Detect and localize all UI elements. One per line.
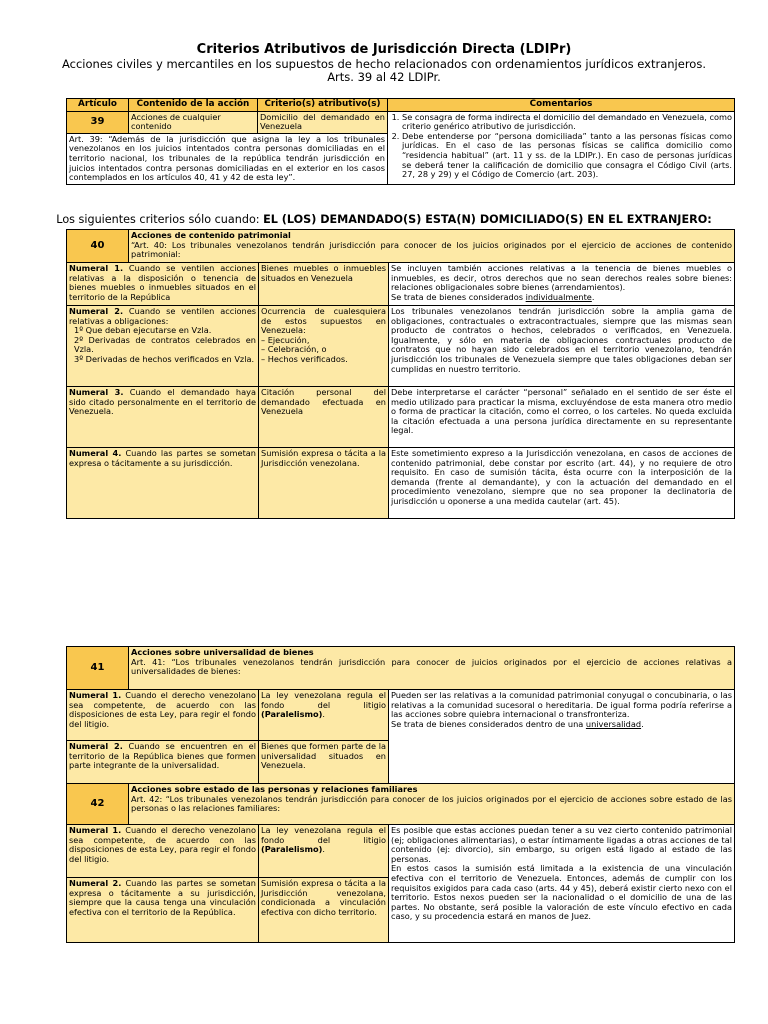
comment-text: Pueden ser las relativas a la comunidad patrimonial conyugal o concubinaria, o las relativas a la comunidad sucesoral o hereditaria. De igual forma podría referirse a las acciones sobre quiebra internacional o transfronteriza. bbox=[391, 690, 732, 720]
numeral-text: Cuando las partes se sometan expresa o tácitamente a su jurisdicción, siempre que la causa tenga una vinculación efectiva con el territorio de la República. bbox=[69, 878, 256, 917]
numeral-2-item: 2º Derivadas de contratos celebrados en Vzla. bbox=[74, 334, 256, 355]
col-header-articulo: Artículo bbox=[67, 99, 129, 112]
article-39-text: Art. 39: “Además de la jurisdicción que asigna la ley a los tribunales venezolanos en los juicios intentados contra personas domiciliadas en el territorio nacional, los tribunales de la república tendrán jurisdicción en juicios intentados contra personas domiciliadas en el exterior en los casos contemplados en los artículos 40, 41 y 42 de esta ley”. bbox=[67, 133, 388, 184]
comentario-cell: Los tribunales venezolanos tendrán jurisdicción sobre la amplia gama de obligaciones, contractuales o extracontractuales, siempre que las mismas sean producto de contratos o hechos, celebrados o verificados, en Venezuela. Igualmente, y sólo en materia de obligaciones contractuales producto de contratos que no hayan sido celebrados en el territorio venezolano, tendrán jurisdicción los tribunales de Venezuela siempre que tales obligaciones deban ser cumplidas en nuestro territorio. bbox=[389, 306, 735, 387]
document-subtitle: Acciones civiles y mercantiles en los supuestos de hecho relacionados con ordenamientos jurídicos extranjeros. bbox=[62, 57, 706, 71]
numeral-label: Numeral 1. bbox=[69, 263, 124, 273]
numeral-2-cell bbox=[67, 878, 259, 943]
comment-item: 1. Se consagra de forma indirecta el domicilio del demandado en Venezuela, como criterio genérico atributivo de jurisdicción. bbox=[402, 113, 732, 132]
strip-bold: EL (LOS) DEMANDADO(S) ESTA(N) DOMICILIADO(S) EN EL EXTRANJERO: bbox=[263, 213, 712, 226]
comment-item: 2. Debe entenderse por “persona domiciliada” tanto a las personas físicas como jurídicas. En el caso de las personas físicas se califica domicilio como “residencia habitual” (art. 11 y ss. de la LDIPr.). En caso de personas jurídicas se deberá tener la calificación de domicilio que consagra el Código Civil (arts. 27, 28 y 29) y el Código de Comercio (art. 203). bbox=[402, 132, 732, 180]
col-header-contenido: Contenido de la acción bbox=[129, 99, 258, 112]
criterio-item: – Ejecución, bbox=[261, 334, 310, 345]
table-art-39 bbox=[66, 98, 735, 185]
numeral-2-cell bbox=[67, 741, 259, 784]
criterio-item: – Hechos verificados. bbox=[261, 353, 348, 364]
numeral-2-item: 1º Que deban ejecutarse en Vzla. bbox=[74, 325, 212, 336]
numeral-text: Cuando el demandado haya sido citado personalmente en el territorio de Venezuela. bbox=[69, 387, 257, 417]
comentario-cell bbox=[389, 825, 735, 943]
numeral-text: Cuando se ventilen acciones relativas a la disposición o tenencia de bienes muebles o inmuebles situados en el territorio de la República bbox=[69, 263, 256, 302]
criterio-cell: Domicilio del demandado en Venezuela bbox=[258, 111, 388, 133]
comentario-cell bbox=[389, 263, 735, 306]
numeral-1-cell bbox=[67, 690, 259, 741]
numeral-text: Cuando el derecho venezolano sea competente, de acuerdo con las disposiciones de esta Ley, para regir el fondo del litigio. bbox=[69, 690, 256, 729]
article-number-40: 40 bbox=[67, 230, 129, 263]
criterio-cell: Bienes que formen parte de la universalidad situados en Venezuela. bbox=[259, 741, 389, 784]
article-number-41: 41 bbox=[67, 647, 129, 690]
article-number-42: 42 bbox=[67, 784, 129, 825]
numeral-2-item: 3º Derivadas de hechos verificados en Vzla. bbox=[74, 353, 255, 364]
numeral-1-cell bbox=[67, 825, 259, 878]
criterio-cell: Sumisión expresa o tácita a la Jurisdicción venezolana. bbox=[259, 448, 389, 519]
comment-text: Se incluyen también acciones relativas a la tenencia de bienes muebles o inmuebles, es decir, otros derechos que no sean derechos reales sobre bienes: relaciones obligacionales sobre bienes (arrendamientos). bbox=[391, 263, 733, 293]
section-42-header bbox=[129, 784, 735, 825]
numeral-label: Numeral 2. bbox=[69, 306, 124, 316]
document-articles-range: Arts. 39 al 42 LDIPr. bbox=[327, 70, 441, 84]
comentario-cell bbox=[389, 690, 735, 784]
numeral-3-cell bbox=[67, 387, 259, 448]
numeral-4-cell bbox=[67, 448, 259, 519]
criterio-text: Ocurrencia de cualesquiera de estos supuestos en Venezuela: bbox=[261, 306, 386, 336]
criterio-cell: La ley venezolana regula el fondo del litigio (Paralelismo). bbox=[259, 690, 389, 741]
numeral-label: Numeral 1. bbox=[69, 690, 122, 700]
numeral-label: Numeral 1. bbox=[69, 825, 122, 835]
numeral-label: Numeral 2. bbox=[69, 878, 122, 888]
criterio-cell: La ley venezolana regula el fondo del litigio (Paralelismo). bbox=[259, 825, 389, 878]
numeral-label: Numeral 3. bbox=[69, 387, 124, 397]
comentarios-cell bbox=[388, 111, 735, 184]
document-header bbox=[0, 42, 768, 84]
criterio-cell bbox=[259, 306, 389, 387]
numeral-label: Numeral 2. bbox=[69, 741, 123, 751]
comment-text: Es posible que estas acciones puedan tener a su vez cierto contenido patrimonial (ej; obligaciones alimentarias), o estar íntimamente ligadas a otras acciones de tal contenido (ej: divorcio), sin embargo, su origen está ligado al estado de las personas. bbox=[391, 825, 732, 864]
table-art-40 bbox=[66, 229, 735, 519]
col-header-comentarios: Comentarios bbox=[388, 99, 735, 112]
numeral-text: Cuando se ventilen acciones relativas a obligaciones: bbox=[69, 306, 256, 326]
criterio-cell: Sumisión expresa o tácita a la Jurisdicción venezolana, condicionada a vinculación efectiva con dicho territorio. bbox=[259, 878, 389, 943]
criteria-condition-strip bbox=[0, 213, 768, 226]
comment-text: Se trata de bienes considerados dentro de una universalidad. bbox=[391, 718, 644, 729]
section-41-art: Art. 41: “Los tribunales venezolanos tendrán jurisdicción para conocer de juicios originados por el ejercicio de acciones relativas a universalidades de bienes: bbox=[131, 656, 732, 677]
numeral-1-cell bbox=[67, 263, 259, 306]
comment-text: Se trata de bienes considerados individualmente. bbox=[391, 291, 595, 302]
comment-text: En estos casos la sumisión está limitada a la existencia de una vinculación efectiva con el territorio de Venezuela. Entonces, además de cumplir con los requisitos exigidos para cada caso (arts. 44 y 45), deberá existir cierto nexo con el territorio. Estos nexos pueden ser la nacionalidad o el domicilio de una de las partes. No obstante, será posible la valoración de este vínculo efectivo en cada caso, y su procedencia estará en manos de Juez. bbox=[391, 863, 732, 922]
comentario-cell: Debe interpretarse el carácter “personal” señalado en el sentido de ser éste el medio utilizado para practicar la misma, excluyéndose de esta manera otro medio o forma de practicar la citación, como el correo, o los carteles. No queda excluida la citación efectuada a una persona jurídica directamente en su representante legal. bbox=[389, 387, 735, 448]
numeral-text: Cuando se encuentren en el territorio de la República bienes que formen parte integrante de la universalidad. bbox=[69, 741, 256, 771]
strip-prefix: Los siguientes criterios sólo cuando: bbox=[56, 213, 264, 226]
section-40-title: Acciones de contenido patrimonial bbox=[131, 230, 291, 240]
table-art-41-42 bbox=[66, 646, 735, 943]
section-40-art: “Art. 40: Los tribunales venezolanos tendrán jurisdicción para conocer de los juicios originados por el ejercicio de acciones de contenido patrimonial: bbox=[131, 239, 733, 260]
numeral-text: Cuando el derecho venezolano sea competente, de acuerdo con las disposiciones de esta Ley, para regir el fondo del litigio. bbox=[69, 825, 256, 864]
section-40-header bbox=[129, 230, 735, 263]
section-42-title: Acciones sobre estado de las personas y relaciones familiares bbox=[131, 784, 418, 794]
section-41-title: Acciones sobre universalidad de bienes bbox=[131, 647, 314, 657]
section-41-header bbox=[129, 647, 735, 690]
numeral-2-cell bbox=[67, 306, 259, 387]
criterio-cell: Bienes muebles o inmuebles situados en Venezuela bbox=[259, 263, 389, 306]
numeral-label: Numeral 4. bbox=[69, 448, 122, 458]
criterio-cell: Citación personal del demandado efectuada en Venezuela bbox=[259, 387, 389, 448]
section-42-art: Art. 42: “Los tribunales venezolanos tendrán jurisdicción para conocer de los juicios originados por el ejercicio de acciones sobre estado de las personas o las relaciones familiares: bbox=[131, 793, 732, 814]
article-number-39: 39 bbox=[67, 111, 129, 133]
col-header-criterio: Criterio(s) atributivo(s) bbox=[258, 99, 388, 112]
document-title: Criterios Atributivos de Jurisdicción Directa (LDIPr) bbox=[196, 42, 572, 57]
contenido-cell: Acciones de cualquier contenido bbox=[129, 111, 258, 133]
comentario-cell: Este sometimiento expreso a la Jurisdicción venezolana, en casos de acciones de contenido patrimonial, debe constar por escrito (art. 44), y no requiere de otro requisito. En caso de sumisión tácita, ésta ocurre con la interposición de la demanda (frente al demandante), y con la actuación del demandado en el procedimiento venezolano, siempre que no sea proponer la declinatoria de jurisdicción u oponerse a una medida cautelar (art. 45). bbox=[389, 448, 735, 519]
criterio-item: – Celebración, o bbox=[261, 344, 327, 355]
numeral-text: Cuando las partes se sometan expresa o tácitamente a su jurisdicción. bbox=[69, 448, 256, 468]
